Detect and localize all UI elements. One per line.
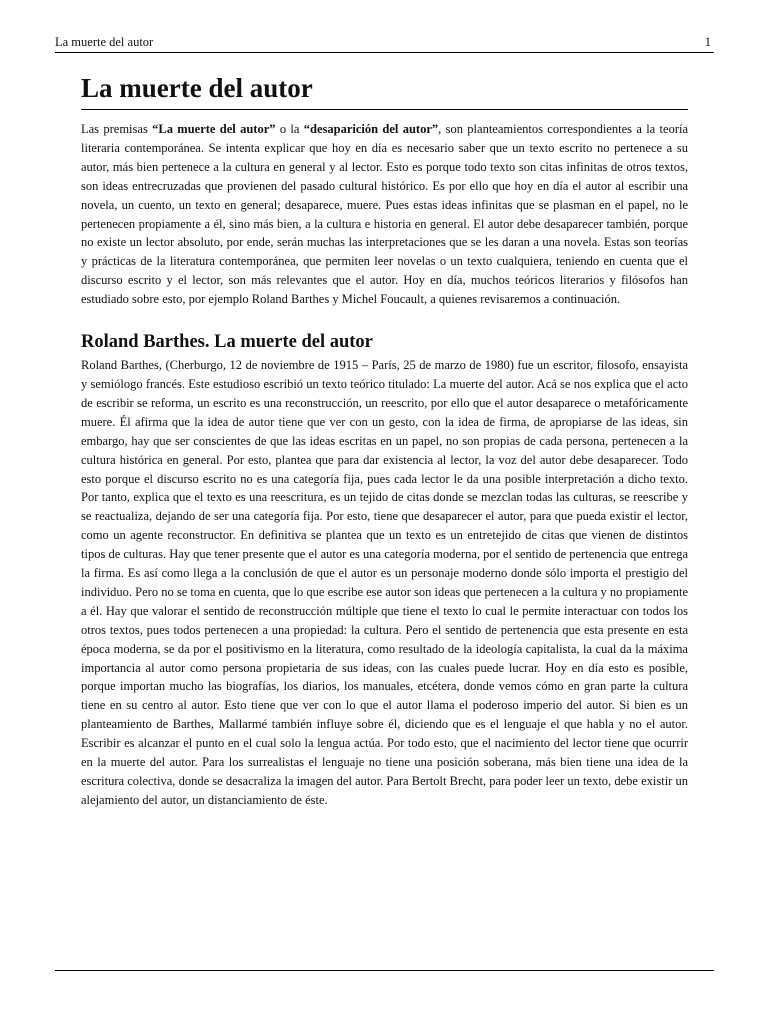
intro-text-start: Las premisas <box>81 122 153 136</box>
intro-term-desaparicion: “desaparición del autor” <box>303 122 439 136</box>
footer-rule <box>55 970 714 971</box>
intro-text-rest: , son planteamientos correspondientes a la teoría literaria contemporánea. Se intenta explicar que hoy en día es necesario saber que un texto escrito no pertenece a su autor, más bien pertenece a la cultura en general y al lector. Esto es porque todo texto son citas infinitas de otros textos, son ideas entrecruzadas que provienen del pasado cultural histórico. Es por ello que hoy en día el autor al escribir una novela, un cuento, un texto en general; desaparece, muere. Pues estas ideas infinitas que se plasman en el papel, no le pertenecen propiamente a él, sino más bien, a la cultura e historia en general. El autor debe desaparecer también, porque no existe un lector absoluto, por ende, serán muchas las interpretaciones que se les daran a una novela. Estas son teorías y prácticas de la literatura contemporánea, que permiten leer novelas o un texto cualquiera, teniendo en cuenta que el discurso escrito y el lector, son más relevantes que el autor. Hoy en día, muchos teóricos literarios y filósofos han estudiado sobre esto, por ejemplo Roland Barthes y Michel Foucault, a quienes revisaremos a continuación. <box>81 122 688 307</box>
page-number: 1 <box>704 35 711 49</box>
intro-term-muerte: “La muerte del autor” <box>152 122 276 136</box>
article-title: La muerte del autor <box>81 70 688 110</box>
article-content <box>81 70 688 810</box>
running-header <box>55 35 714 53</box>
intro-paragraph <box>81 120 688 309</box>
intro-text-connector: o la <box>275 122 304 136</box>
section-heading: Roland Barthes. La muerte del autor <box>81 332 373 353</box>
section-paragraph: Roland Barthes, (Cherburgo, 12 de noviembre de 1915 – París, 25 de marzo de 1980) fue un escritor, filosofo, ensayista y semiólogo francés. Este estudioso escribió un texto teórico titulado: La muerte del autor. Acá se nos explica que el acto de escribir se reforma, un escrito es una reconstrucción, un reescrito, por ello que el autor desaparece o metafóricamente muere. Él afirma que la idea de autor tiene que ver con un gesto, con la idea de firma, de apropiarse de las ideas, sin embargo, hay que ser conscientes de que las ideas escritas en un papel, no son propias de cada persona, pertenecen a la cultura histórica en general. Por esto, plantea que para dar existencia al lector, la voz del autor debe desaparecer. Todo esto porque el discurso escrito no es una categoría fija, pues cada lector le da una posible interpretación a dicho texto. Por tanto, explica que el texto es una reescritura, es un tejido de citas donde se mezclan todas las culturas, se reescribe y se reactualiza, dejando de ser una categoría fija. Por esto, tiene que desaparecer el autor, para que pueda existir el lector, como un agente reconstructor. En definitiva se plantea que un texto es un entretejido de citas que vienen de distintos tipos de culturas. Hay que tener presente que el autor es una categoría moderna, por el sentido de pertenencia que entrega la firma. Es así como llega a la conclusión de que el autor es un personaje moderno donde sólo importa el prestigio del individuo. Pero no se toma en cuenta, que lo que escribe ese autor son ideas que pertenecen a la cultura y no propiamente a él. Hay que valorar el sentido de reconstrucción múltiple que tiene el texto lo cual le permite interactuar con todos los otros textos, pues todos pertenecen a una propiedad: la cultura. Pero el sentido de pertenencia que esta presente en esta época moderna, se da por el positivismo en la literatura, como resultado de la ideología capitalista, la cual da la máxima importancia al autor como persona propietaria de sus ideas, con las cuales puede lucrar. Hoy en día esto es posible, porque importan mucho las biografías, los diarios, los manuales, etcétera, donde vemos cómo en gran parte la cultura tiene en su centro al autor. Esto tiene que ver con lo que el autor llama el poderoso imperio del autor. Si bien es un planteamiento de Barthes, Mallarmé también influye sobre él, diciendo que es el lenguaje el que habla y no el autor. Escribir es alcanzar el punto en el cual solo la lengua actúa. Por todo esto, que el nacimiento del lector tiene que ocurrir en la muerte del autor. Para los surrealistas el lenguaje no tiene una posición soberana, más bien tiene una idea de la escritura colectiva, donde se desacraliza la imagen del autor. Para Bertolt Brecht, para poder leer un texto, debe existir un alejamiento del autor, un distanciamiento de éste. <box>81 358 688 807</box>
running-header-title: La muerte del autor <box>55 35 154 49</box>
